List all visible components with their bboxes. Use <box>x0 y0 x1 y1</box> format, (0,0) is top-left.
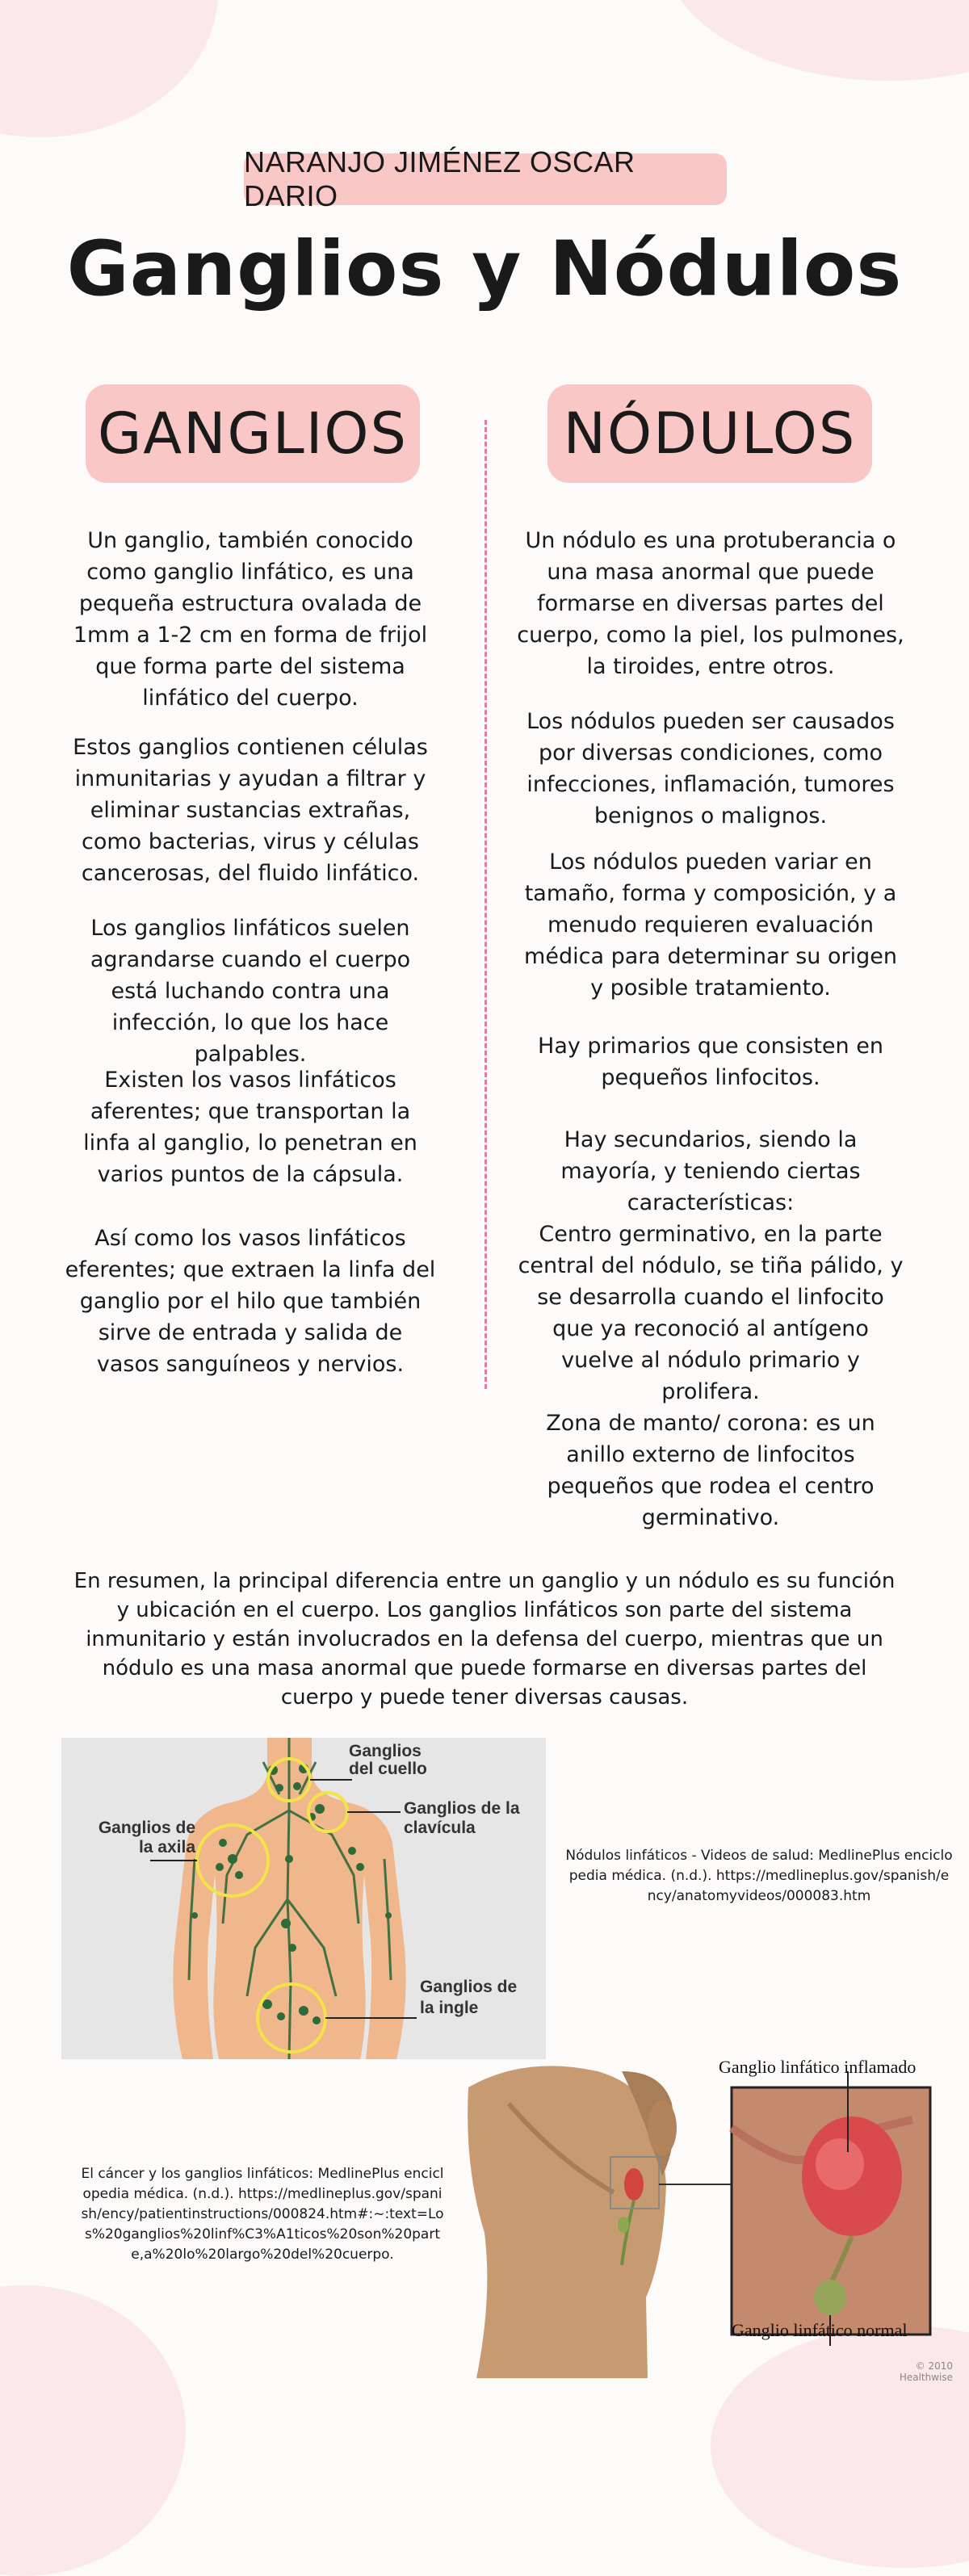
nodulos-paragraph-5: Hay secundarios, siendo la mayoría, y teniendo ciertas características: <box>560 1127 861 1215</box>
label-neck-nodes: Ganglios del cuello <box>349 1742 427 1778</box>
nodulos-heading: NÓDULOS <box>547 384 872 483</box>
author-badge: NARANJO JIMÉNEZ OSCAR DARIO <box>244 153 727 205</box>
nodulos-paragraph-4: Hay primarios que consisten en pequeños linfocitos. <box>538 1034 883 1090</box>
ganglios-paragraph-2: Estos ganglios contienen células inmunitarias y ayudan a filtrar y eliminar sustancias extrañas, como bacterias, virus y células cancerosas, del fluido linfático. <box>73 735 428 886</box>
label-inflamed-node: Ganglio linfático inflamado <box>719 2057 917 2077</box>
inflamed-node-figure <box>460 2055 953 2383</box>
nodulos-paragraph-1: Un nódulo es una protuberancia o una masa anormal que puede formarse en diversas partes del cuerpo, como la piel, los pulmones, la tiroides, entre otros. <box>517 528 904 679</box>
corner-blob-top-left <box>0 0 218 137</box>
column-divider <box>484 420 487 1389</box>
ganglios-paragraph-1: Un ganglio, también conocido como ganglio linfático, es una pequeña estructura ovalada de 1mm a 1-2 cm en forma de frijol que forma parte del sistema linfático del cuerpo. <box>73 528 428 711</box>
nodulos-paragraph-7: Zona de manto/ corona: es un anillo externo de linfocitos pequeños que rodea el centro germinativo. <box>546 1411 875 1530</box>
ganglios-heading: GANGLIOS <box>86 384 420 483</box>
lymph-nodes-body-figure <box>61 1738 546 2059</box>
nodulos-paragraph-3: Los nódulos pueden variar en tamaño, forma y composición, y a menudo requieren evaluación médica para determinar su origen y posible tratamiento. <box>524 850 897 1001</box>
label-clavicle-nodes: Ganglios de la clavícula <box>404 1799 520 1837</box>
nodulos-paragraph-6: Centro germinativo, en la parte central del nódulo, se tiña pálido, y se desarrolla cuando el linfocito que ya reconoció al antígeno vuelve al nódulo primario y prolifera. <box>518 1222 904 1404</box>
label-groin-nodes: Ganglios de la ingle <box>420 1978 518 2017</box>
corner-blob-bottom-left <box>0 2285 186 2576</box>
figure1-citation: Nódulos linfáticos - Videos de salud: MedlinePlus enciclopedia médica. (n.d.). https://medlineplus.gov/spanish/ency/anatomyvideos/000083.htm <box>565 1848 953 1904</box>
ganglios-paragraph-3: Los ganglios linfáticos suelen agrandarse cuando el cuerpo está luchando contra una infección, lo que los hace palpables. <box>90 916 411 1067</box>
figure2-citation: El cáncer y los ganglios linfáticos: MedlinePlus enciclopedia médica. (n.d.). https://medlineplus.gov/spanish/ency/patientinstructions/000824.htm#:~:text=Los%20ganglios%20linf%C3%A1ticos%20son%20parte,a%20lo%20largo%20del%20cuerpo. <box>81 2166 444 2263</box>
page-title: Ganglios y Nódulos <box>66 225 903 313</box>
summary-paragraph: En resumen, la principal diferencia entre un ganglio y un nódulo es su función y ubicación en el cuerpo. Los ganglios linfáticos son parte del sistema inmunitario y están involucrados en la defensa del cuerpo, mientras que un nódulo es una masa anormal que puede formarse en diversas partes del cuerpo y puede tener diversas causas. <box>73 1569 896 1710</box>
figure2-credit: © 2010 Healthwise <box>899 2360 953 2383</box>
nodulos-secondary-block <box>517 1124 904 1533</box>
label-armpit-nodes: Ganglios de la axila <box>98 1819 195 1856</box>
corner-blob-top-right <box>662 0 969 81</box>
label-normal-node: Ganglio linfático normal <box>732 2320 908 2340</box>
ganglios-paragraph-5: Así como los vasos linfáticos eferentes; que extraen la linfa del ganglio por el hilo que también sirve de entrada y salida de vasos sanguíneos y nervios. <box>65 1226 436 1377</box>
ganglios-paragraph-4: Existen los vasos linfáticos aferentes; que transportan la linfa al ganglio, lo penetran en varios puntos de la cápsula. <box>83 1068 417 1187</box>
nodulos-paragraph-2: Los nódulos pueden ser causados por diversas condiciones, como infecciones, inflamación, tumores benignos o malignos. <box>526 709 895 829</box>
